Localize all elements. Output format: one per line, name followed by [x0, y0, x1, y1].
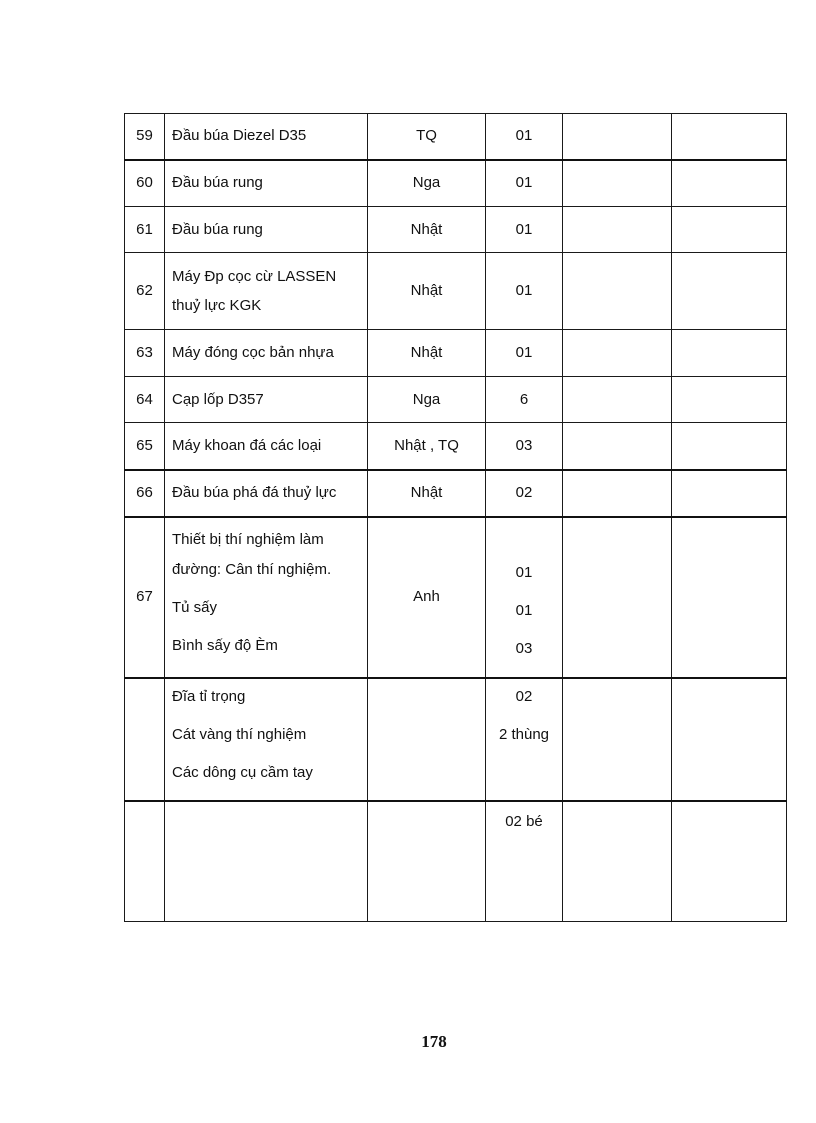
row-number: 61 — [125, 207, 165, 253]
quantity-cell: 01 — [486, 160, 563, 207]
empty-cell — [563, 160, 672, 207]
origin-cell: Anh — [368, 517, 486, 678]
quantity-line: 02 — [515, 687, 533, 705]
equipment-name: Đầu búa Diezel D35 — [165, 114, 368, 160]
quantity-cell — [486, 517, 563, 678]
empty-cell — [672, 207, 787, 253]
empty-cell — [672, 517, 787, 678]
table-row — [125, 253, 787, 330]
equipment-name-line: Bình sấy độ Èm — [172, 636, 278, 654]
equipment-name: Đầu búa phá đá thuỷ lực — [165, 470, 368, 517]
table-row — [125, 330, 787, 377]
empty-cell — [672, 377, 787, 423]
origin-cell: Nhật — [368, 330, 486, 377]
empty-cell — [563, 377, 672, 423]
equipment-name-line: Các dông cụ cầm tay — [172, 763, 313, 781]
equipment-name: Đầu búa rung — [165, 207, 368, 253]
origin-cell: Nhật — [368, 253, 486, 330]
origin-cell: Nhật — [368, 470, 486, 517]
origin-cell: Nga — [368, 377, 486, 423]
empty-cell — [672, 470, 787, 517]
equipment-name-line: Đĩa tỉ trọng — [172, 687, 246, 705]
equipment-name — [165, 801, 368, 922]
table-row — [125, 207, 787, 253]
equipment-name — [165, 253, 368, 330]
table-row — [125, 160, 787, 207]
quantity-cell: 01 — [486, 114, 563, 160]
empty-cell — [672, 114, 787, 160]
empty-cell — [563, 330, 672, 377]
row-number — [125, 678, 165, 801]
equipment-name: Cạp lốp D357 — [165, 377, 368, 423]
quantity-line: 01 — [515, 601, 533, 619]
equipment-name — [165, 678, 368, 801]
equipment-table — [124, 113, 787, 922]
table-row — [125, 470, 787, 517]
quantity-cell: 03 — [486, 423, 563, 470]
empty-cell — [563, 423, 672, 470]
quantity-cell — [486, 678, 563, 801]
table-row — [125, 423, 787, 470]
table-row — [125, 801, 787, 922]
origin-cell: Nhật , TQ — [368, 423, 486, 470]
table-row — [125, 114, 787, 160]
row-number: 62 — [125, 253, 165, 330]
row-number: 64 — [125, 377, 165, 423]
equipment-name-line: đường: Cân thí nghiệm. — [172, 560, 332, 578]
equipment-name-line: Cát vàng thí nghiệm — [172, 725, 307, 743]
quantity-cell: 01 — [486, 253, 563, 330]
empty-cell — [563, 253, 672, 330]
equipment-name-line: Tủ sấy — [172, 598, 218, 616]
quantity-cell: 6 — [486, 377, 563, 423]
row-number: 63 — [125, 330, 165, 377]
quantity-cell: 01 — [486, 207, 563, 253]
origin-cell: TQ — [368, 114, 486, 160]
equipment-name-line: Máy Đp cọc cừ LASSEN — [172, 268, 337, 285]
equipment-name — [165, 517, 368, 678]
origin-cell: Nga — [368, 160, 486, 207]
equipment-name: Đầu búa rung — [165, 160, 368, 207]
equipment-name: Máy đóng cọc bản nhựa — [165, 330, 368, 377]
empty-cell — [563, 678, 672, 801]
quantity-cell: 02 — [486, 470, 563, 517]
row-number: 67 — [125, 517, 165, 678]
empty-cell — [672, 253, 787, 330]
equipment-name-line: Thiết bị thí nghiệm làm — [172, 530, 324, 548]
empty-cell — [563, 801, 672, 922]
quantity-line: 01 — [515, 563, 533, 581]
table-row — [125, 377, 787, 423]
origin-cell — [368, 801, 486, 922]
origin-cell: Nhật — [368, 207, 486, 253]
empty-cell — [563, 207, 672, 253]
empty-cell — [563, 517, 672, 678]
row-number — [125, 801, 165, 922]
row-number: 60 — [125, 160, 165, 207]
row-number: 65 — [125, 423, 165, 470]
empty-cell — [563, 470, 672, 517]
empty-cell — [563, 114, 672, 160]
empty-cell — [672, 160, 787, 207]
page-number: 178 — [421, 1032, 447, 1051]
empty-cell — [672, 801, 787, 922]
quantity-line: 2 thùng — [498, 725, 550, 743]
quantity-cell: 02 bé — [486, 801, 563, 922]
row-number: 66 — [125, 470, 165, 517]
origin-cell — [368, 678, 486, 801]
empty-cell — [672, 678, 787, 801]
quantity-cell: 01 — [486, 330, 563, 377]
empty-cell — [672, 330, 787, 377]
row-number: 59 — [125, 114, 165, 160]
empty-cell — [672, 423, 787, 470]
equipment-name-line: thuỷ lực KGK — [172, 297, 262, 314]
table-row — [125, 517, 787, 678]
table-row — [125, 678, 787, 801]
quantity-line: 03 — [515, 639, 533, 657]
equipment-name: Máy khoan đá các loại — [165, 423, 368, 470]
